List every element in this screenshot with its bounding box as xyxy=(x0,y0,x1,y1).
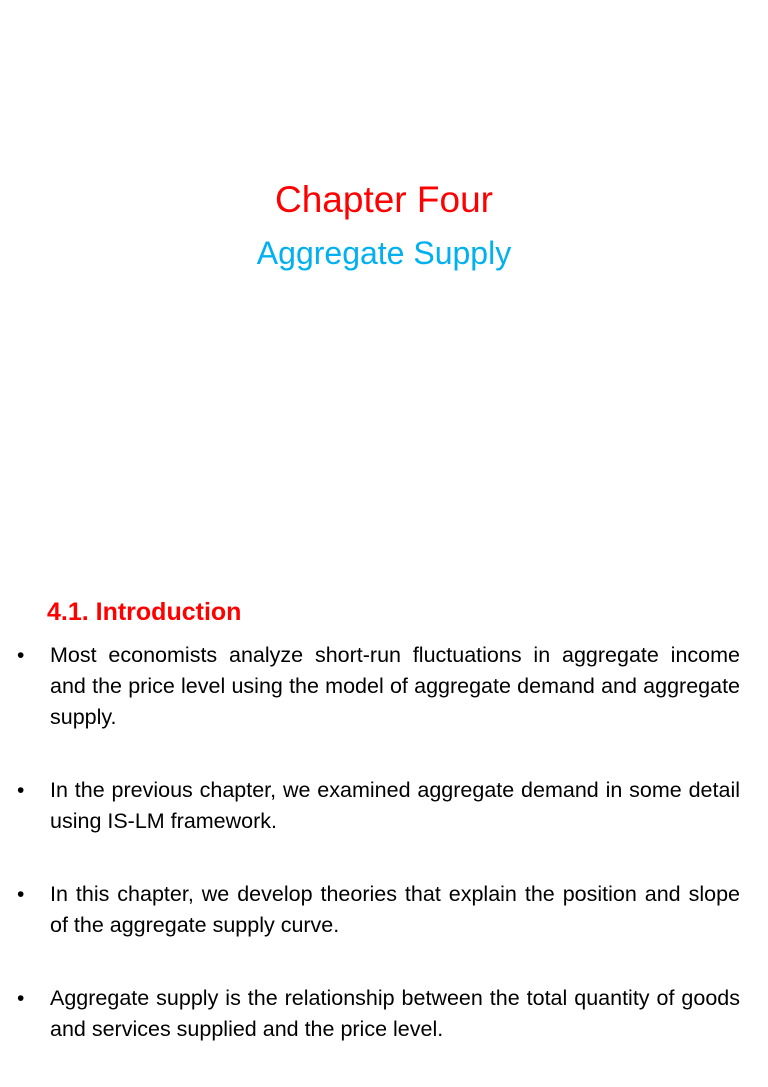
bullet-list xyxy=(0,640,768,1087)
introduction-slide xyxy=(0,560,768,1041)
bullet-text: Most economists analyze short-run fluctuations in aggregate income and the price level using the model of aggregate demand and aggregate supply. xyxy=(50,643,740,729)
bullet-icon: • xyxy=(17,987,25,1010)
bullet-text: Aggregate supply is the relationship between the total quantity of goods and services supplied and the price level. xyxy=(50,986,740,1041)
chapter-subtitle: Aggregate Supply xyxy=(256,235,512,271)
chapter-title: Chapter Four xyxy=(275,179,493,220)
bullet-text: In the previous chapter, we examined aggregate demand in some detail using IS-LM framework. xyxy=(50,778,740,833)
bullet-item xyxy=(0,640,768,733)
bullet-icon: • xyxy=(17,644,25,667)
section-heading: 4.1. Introduction xyxy=(47,598,242,626)
bullet-icon: • xyxy=(17,779,25,802)
bullet-item xyxy=(0,983,768,1045)
bullet-item xyxy=(0,879,768,941)
bullet-text: In this chapter, we develop theories that explain the position and slope of the aggregate supply curve. xyxy=(50,882,740,937)
bullet-icon: • xyxy=(17,883,25,906)
bullet-item xyxy=(0,775,768,837)
